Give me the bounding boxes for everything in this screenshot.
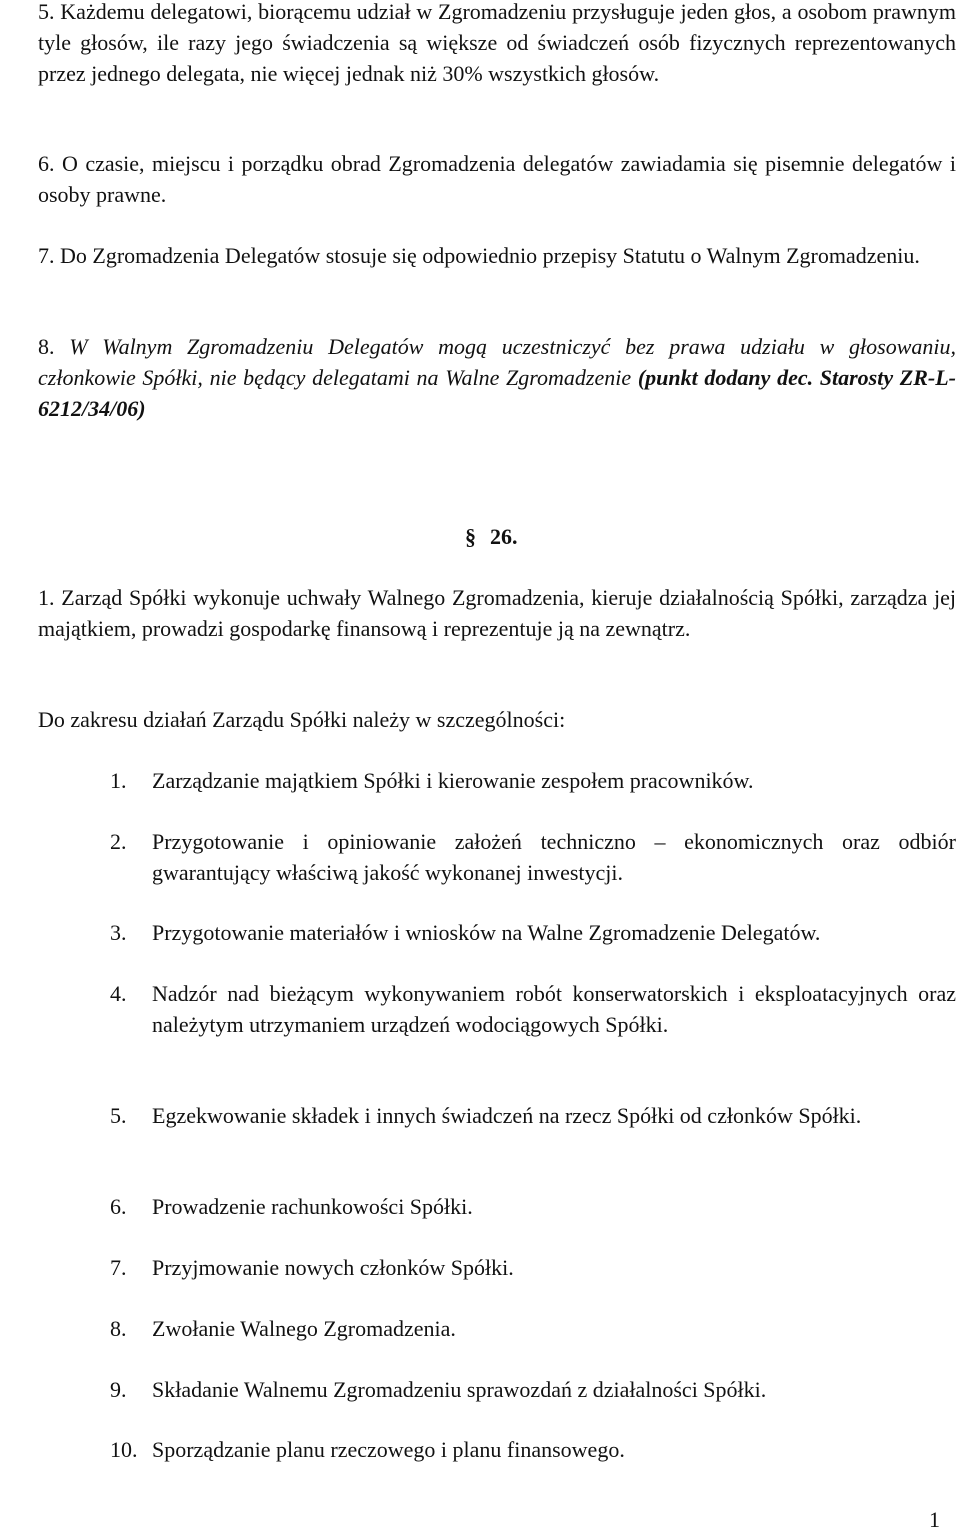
paragraph-8	[38, 331, 956, 424]
list-item	[110, 826, 956, 888]
list-item	[110, 917, 956, 948]
page-number: 1	[929, 1507, 940, 1532]
list-item	[110, 1191, 956, 1222]
list-item-number: 5.	[110, 1103, 127, 1128]
list-item	[110, 1100, 956, 1131]
list-item-text: Przyjmowanie nowych członków Spółki.	[152, 1255, 514, 1280]
paragraph-text: Zarząd Spółki wykonuje uchwały Walnego Zgromadzenia, kieruje działalnością Spółki, zarządza jej majątkiem, prowadzi gospodarkę finansową i reprezentuje ją na zewnątrz.	[38, 585, 957, 641]
list-item-text: Prowadzenie rachunkowości Spółki.	[152, 1194, 473, 1219]
section-sign: §	[465, 524, 476, 549]
scope-intro-text: Do zakresu działań Zarządu Spółki należy w szczególności:	[38, 707, 566, 732]
paragraph-5	[38, 0, 956, 89]
list-item-number: 2.	[110, 829, 127, 854]
list-item-text: Nadzór nad bieżącym wykonywaniem robót konserwatorskich i eksploatacyjnych oraz należytym utrzymaniem urządzeń wodociągowych Spółki.	[152, 981, 956, 1037]
list-item	[110, 978, 956, 1040]
paragraph-number: 6.	[38, 151, 55, 176]
list-item-number: 1.	[110, 768, 127, 793]
list-item-text: Sporządzanie planu rzeczowego i planu finansowego.	[152, 1437, 625, 1462]
scope-intro	[38, 704, 956, 735]
list-item-number: 6.	[110, 1194, 127, 1219]
list-item-number: 7.	[110, 1255, 127, 1280]
list-item	[110, 1252, 956, 1283]
section-heading	[465, 521, 518, 552]
list-item-text: Przygotowanie materiałów i wniosków na Walne Zgromadzenie Delegatów.	[152, 920, 821, 945]
list-item	[110, 1374, 956, 1405]
paragraph-text: O czasie, miejscu i porządku obrad Zgromadzenia delegatów zawiadamia się pisemnie delegatów i osoby prawne.	[38, 151, 957, 207]
list-item-number: 3.	[110, 920, 127, 945]
list-item-number: 4.	[110, 981, 127, 1006]
amendment-note: (punkt dodany dec. Starosty ZR-L-6212/34/06)	[38, 365, 956, 421]
list-item	[110, 765, 956, 796]
list-item-number: 10.	[110, 1437, 138, 1462]
list-item-text: Składanie Walnemu Zgromadzeniu sprawozdań z działalności Spółki.	[152, 1377, 767, 1402]
section-number: 26.	[490, 524, 518, 549]
list-item-text: Zwołanie Walnego Zgromadzenia.	[152, 1316, 456, 1341]
section-paragraph-1	[38, 582, 956, 644]
paragraph-text: W Walnym Zgromadzeniu Delegatów mogą uczestniczyć bez prawa udziału w głosowaniu, członkowie Spółki, nie będący delegatami na Walne Zgromadzenie	[38, 334, 956, 390]
paragraph-number: 1.	[38, 585, 55, 610]
list-item-text: Egzekwowanie składek i innych świadczeń na rzecz Spółki od członków Spółki.	[152, 1103, 862, 1128]
list-item	[110, 1313, 956, 1344]
list-item-number: 8.	[110, 1316, 127, 1341]
paragraph-number: 5.	[38, 0, 55, 24]
paragraph-number: 8.	[38, 334, 55, 359]
paragraph-text: Do Zgromadzenia Delegatów stosuje się odpowiednio przepisy Statutu o Walnym Zgromadzeniu.	[60, 243, 920, 268]
list-item-number: 9.	[110, 1377, 127, 1402]
paragraph-7	[38, 240, 956, 271]
list-item-text: Zarządzanie majątkiem Spółki i kierowanie zespołem pracowników.	[152, 768, 754, 793]
paragraph-number: 7.	[38, 243, 55, 268]
list-item	[110, 1434, 956, 1465]
list-item-text: Przygotowanie i opiniowanie założeń techniczno – ekonomicznych oraz odbiór gwarantujący właściwą jakość wykonanej inwestycji.	[152, 829, 956, 885]
paragraph-text: Każdemu delegatowi, biorącemu udział w Zgromadzeniu przysługuje jeden głos, a osobom prawnym tyle głosów, ile razy jego świadczenia są większe od świadczeń osób fizycznych reprezentowanych przez jednego delegata, nie więcej jednak niż 30% wszystkich głosów.	[38, 0, 957, 86]
paragraph-6	[38, 148, 956, 210]
